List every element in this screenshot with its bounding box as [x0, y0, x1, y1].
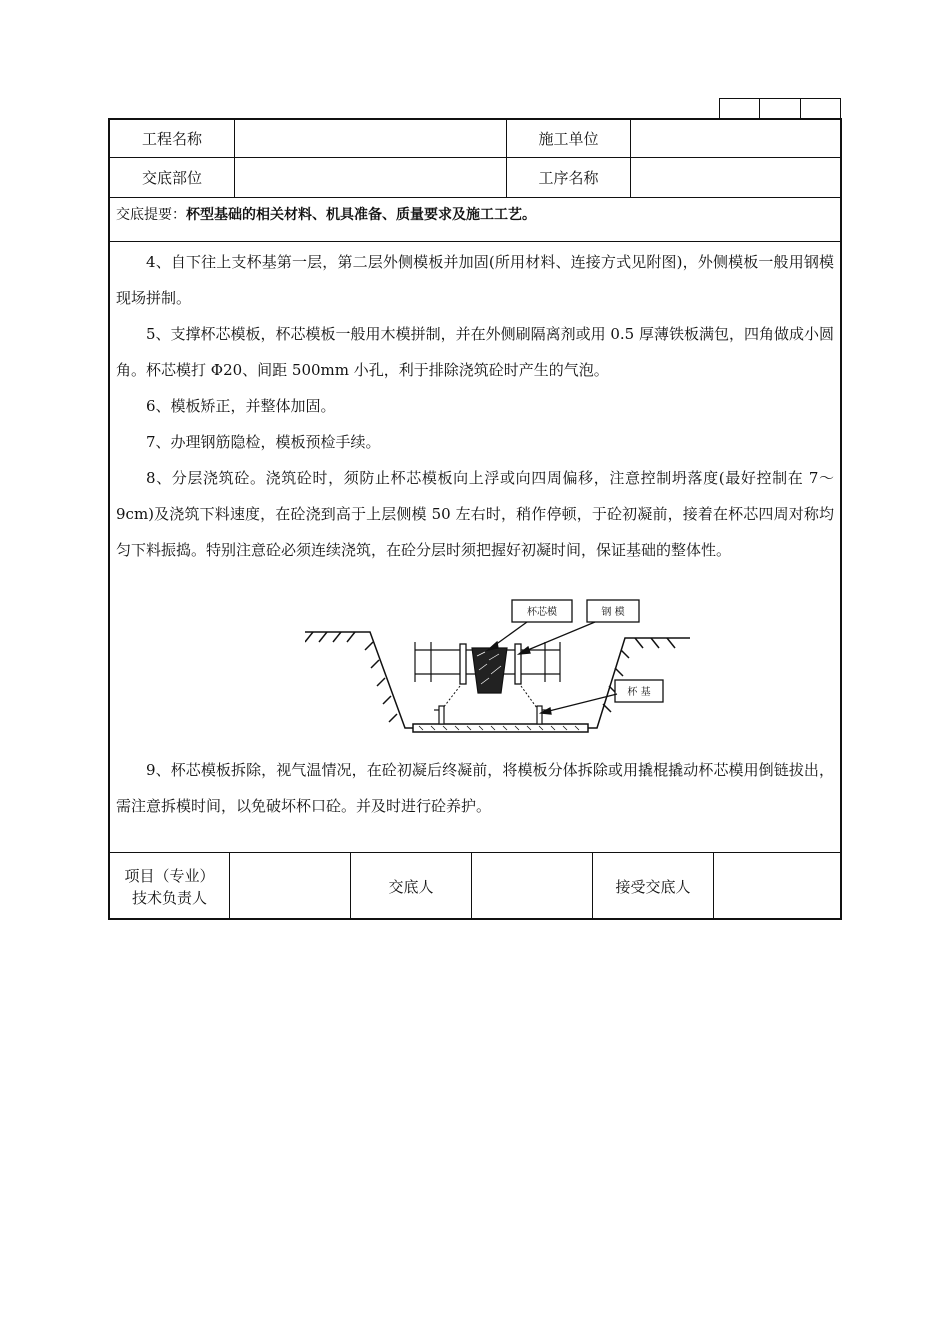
form-number-box: [720, 99, 760, 118]
tech-lead-signature[interactable]: [230, 853, 351, 920]
project-name-label: 工程名称: [110, 120, 235, 157]
form-number-box: [760, 99, 800, 118]
form-number-box: [801, 99, 840, 118]
tech-lead-label-line1: 项目（专业）: [124, 866, 215, 885]
label-cup-base: 杯 基: [627, 687, 651, 698]
handover-summary: [110, 198, 840, 242]
paragraph-step-4: 4、自下往上支杯基第一层，第二层外侧模板并加固(所用材料、连接方式见附图)，外侧模板一般用钢模现场拼制。: [116, 253, 834, 307]
tech-lead-label-line2: 技术负责人: [131, 888, 207, 907]
process-name-label: 工序名称: [507, 158, 631, 197]
receiver-label: 接受交底人: [593, 853, 714, 920]
handover-body: [116, 244, 834, 568]
handover-part-label: 交底部位: [110, 158, 235, 197]
tech-lead-label: [110, 853, 230, 920]
header-row-2: [110, 158, 840, 198]
construction-unit-value[interactable]: [631, 120, 840, 157]
project-name-value[interactable]: [235, 120, 507, 157]
paragraph-step-8: 8、分层浇筑砼。浇筑砼时，须防止杯芯模板向上浮或向四周偏移，注意控制坍落度(最好控制在 7～9cm)及浇筑下料速度，在砼浇到高于上层侧模 50 左右时，稍作停顿，于砼初凝前，接着在杯芯四周对称均匀下料振捣。特别注意砼必须连续浇筑，在砼分层时须把握好初凝时间，保证基础的整体性。: [116, 469, 834, 559]
handover-person-label: 交底人: [351, 853, 472, 920]
summary-content: 杯型基础的相关材料、机具准备、质量要求及施工工艺。: [186, 207, 536, 223]
handover-part-value[interactable]: [235, 158, 507, 197]
process-name-value[interactable]: [631, 158, 840, 197]
paragraph-step-9: 9、杯芯模板拆除，视气温情况，在砼初凝后终凝前，将模板分体拆除或用撬棍撬动杯芯模用倒链拔出，需注意拆模时间，以免破坏杯口砼。并及时进行砼养护。: [116, 761, 834, 815]
receiver-signature[interactable]: [714, 853, 840, 920]
paragraph-step-7: 7、办理钢筋隐检，模板预检手续。: [146, 433, 381, 451]
label-steel-form: 钢 模: [601, 607, 625, 618]
header-row-1: [110, 120, 840, 158]
cup-foundation-formwork-diagram: [305, 598, 695, 748]
summary-label: 交底提要：: [116, 207, 186, 223]
handover-person-signature[interactable]: [472, 853, 593, 920]
paragraph-step-5: 5、支撑杯芯模板，杯芯模板一般用木模拼制，并在外侧刷隔离剂或用 0.5 厚薄铁板满包，四角做成小圆角。杯芯模打 Φ20、间距 500mm 小孔，利于排除浇筑砼时产生的气泡。: [116, 325, 834, 379]
handover-body-continued: [116, 752, 834, 824]
label-core-form: 杯芯模: [527, 607, 557, 618]
construction-unit-label: 施工单位: [507, 120, 631, 157]
handover-form: [108, 118, 842, 920]
paragraph-step-6: 6、模板矫正，并整体加固。: [146, 397, 336, 415]
form-number-boxes: [719, 98, 841, 118]
signature-row: [110, 852, 840, 920]
